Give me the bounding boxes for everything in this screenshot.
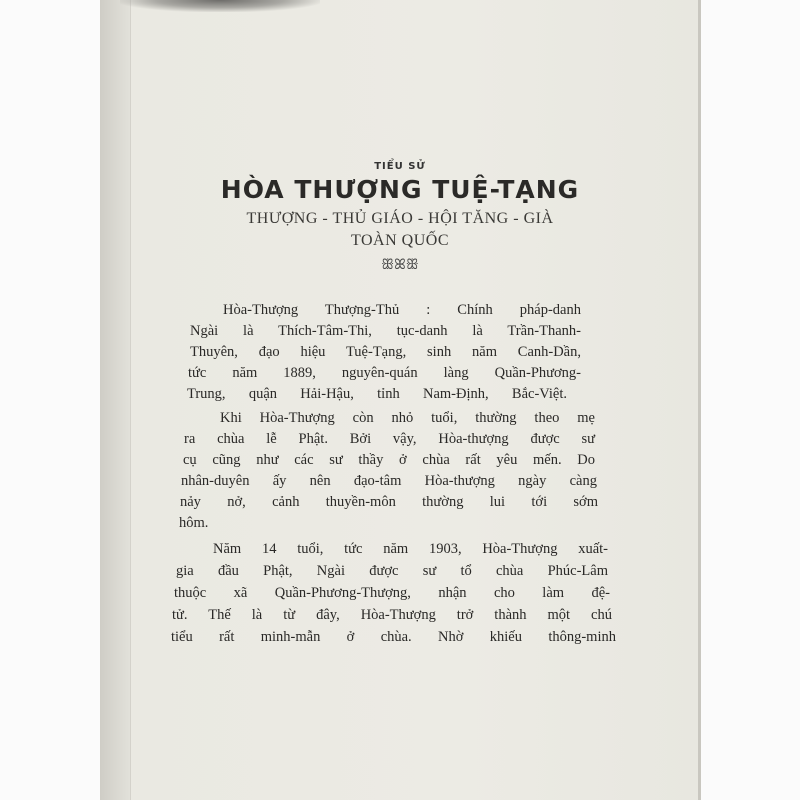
text-line: Năm 14 tuổi, tức năm 1903, Hòa-Thượng xuất-	[213, 541, 608, 557]
text-line: tử. Thế là từ đây, Hòa-Thượng trở thành một chú	[172, 607, 612, 623]
text-line: Hòa-Thượng Thượng-Thủ : Chính pháp-danh	[223, 302, 581, 318]
text-line: ra chùa lễ Phật. Bởi vậy, Hòa-thượng được sư	[184, 431, 595, 447]
text-line: cụ cũng như các sư thầy ở chùa rất yêu mến. Do	[183, 452, 595, 468]
text-line: Trung, quận Hải-Hậu, tỉnh Nam-Định, Bắc-Việt.	[187, 386, 567, 402]
text-line: Thuyên, đạo hiệu Tuệ-Tạng, sinh năm Canh-Dần,	[190, 344, 581, 360]
heading-title: HÒA THƯỢNG TUỆ-TẠNG	[220, 175, 580, 204]
page-edge	[100, 0, 131, 800]
text-line: nảy nở, cảnh thuyền-môn thường lui tới sớm	[180, 494, 598, 510]
text-line: tiểu rất minh-mẫn ở chùa. Nhờ khiếu thông-minh	[171, 629, 616, 645]
text-line: hôm.	[179, 515, 209, 531]
ornament-icon: ꕥꕤꕥ	[381, 258, 419, 273]
heading-subtitle-2: TOÀN QUỐC	[351, 232, 449, 249]
page-right-edge	[698, 0, 701, 800]
heading-kicker: TIỂU SỬ	[374, 161, 426, 172]
shadow	[120, 0, 320, 12]
text-line: Ngài là Thích-Tâm-Thi, tục-danh là Trần-Thanh-	[190, 323, 581, 339]
text-line: nhân-duyên ấy nên đạo-tâm Hòa-thượng ngày càng	[181, 473, 597, 489]
text-line: thuộc xã Quần-Phương-Thượng, nhận cho làm đệ-	[174, 585, 610, 601]
text-line: gia đầu Phật, Ngài được sư tổ chùa Phúc-Lâm	[176, 563, 608, 579]
text-line: Khi Hòa-Thượng còn nhỏ tuổi, thường theo mẹ	[220, 410, 595, 426]
heading-subtitle-1: THƯỢNG - THỦ GIÁO - HỘI TĂNG - GIÀ	[246, 210, 554, 227]
text-line: tức năm 1889, nguyên-quán làng Quần-Phương-	[188, 365, 581, 381]
